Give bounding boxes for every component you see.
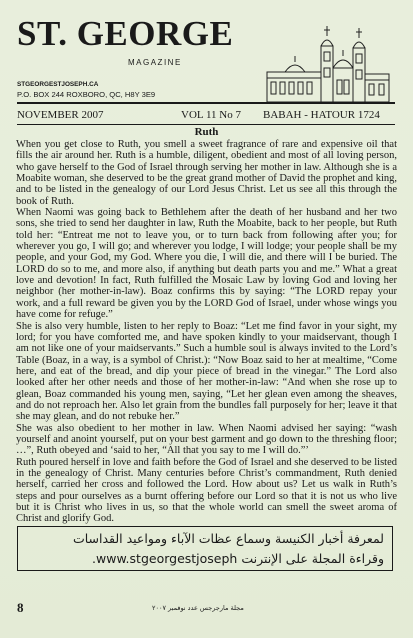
website-text: STGEORGESTJOSEPH.CA [17,81,99,88]
coptic-date: BABAH - HATOUR 1724 [263,109,380,121]
page-number: 8 [17,600,24,615]
header-rule [17,102,395,104]
issue-volume: VOL 11 No 7 [181,109,241,121]
magazine-subtitle: MAGAZINE [128,58,182,67]
magazine-title: ST. GEORGE [17,14,234,53]
article-paragraph: When Naomi was going back to Bethlehem after the death of her husband and her two sons, she tried to send her daughter in law, Ruth the Moabite, back to her people, but Ruth told her: “Entreat me not to leave you, or to turn back from following after you; for wherever you go, I will go; and wherever you lodge, I will lodge; your people shall be my people, and your God, my God. Where you die, I will die, and there will I be buried. The LORD do so to me, and more also, if anything but death parts you and me.” What a great love and devotion! In fact, Ruth fulfilled the Mosaic Law by loving God and loving her neighbor (her mother-in-law). Boaz confirms this by saying: “The LORD repay your work, and a full reward be given you by the LORD God of Israel, under whose wings you have come for refuge.” [16,207,397,321]
article-paragraph: When you get close to Ruth, you smell a sweet fragrance of rare and expensive oil that fills the air around her. Ruth is a humble, diligent, obedient and most of all loving person, who gave herself to the God of Israel through serving her mother in law. Although she is a Moabite woman, she deserved to be the great grand mother of David the prophet and king, and to be listed in the genealogy of our Lord Jesus Christ. Let us see all this through the book of Ruth. [16,139,397,207]
footer-arabic-line-1: لمعرفة أخبار الكنيسة وسماع عظات الآباء ومواعيد القداسات [72,531,384,546]
footer-note: مجلة مارجرجس عدد نوفمبر ٢٠٠٧ [152,604,244,612]
issue-date: NOVEMBER 2007 [17,109,104,121]
article-paragraph: She is also very humble, listen to her reply to Boaz: “Let me find favor in your sight, my lord; for you have comforted me, and have spoken kindly to your maidservant, though I am not like one of your maidservants.” Such a humble soul is always invited to the Lord’s Table (Boaz, in a way, is a symbol of Christ.): “Now Boaz said to her at mealtime, “Come here, and eat of the bread, and dip your piece of bread in the vinegar.” The Lord also looked after her other needs and those of her mother-in-law: “And when she rose up to glean, Boaz commanded his young men, saying, “Let her glean even among the sheaves, and do not reproach her. Also let grain from the bundles fall purposely for her; leave it that she may glean, and do not rebuke her.” [16,320,397,423]
footer-notice-box [17,526,393,571]
article [16,126,397,525]
church-illustration [255,24,395,112]
info-rule [17,124,395,125]
article-paragraph: Ruth poured herself in love and faith before the God of Israel and she deserved to be listed in the genealogy of Christ. Many centuries before Christ’s commandment, Ruth denied herself, carried her cross and followed the Lord. How about us? Let us walk in Ruth’s steps and pour ourselves as a burnt offering before our Lord so that it is not us who live but it is Christ who lives in us, so that the whole world can smell the sweet aroma of Christ and glorify God. [16,456,397,525]
article-heading: Ruth [194,126,219,138]
article-paragraph: She was also obedient to her mother in law. When Naomi advised her saying: “wash yourself and anoint yourself, put on your best garment and go down to the threshing floor; …”, Ruth obeyed and ‘said to her, “All that you say to me I will do.”’ [16,422,397,457]
footer-arabic-line-2: وقراءة المجلة على الإنترنت www.stgeorgestjoseph. [92,551,384,566]
mailing-address: P.O. BOX 244 ROXBORO, QC, H8Y 3E9 [17,90,156,99]
